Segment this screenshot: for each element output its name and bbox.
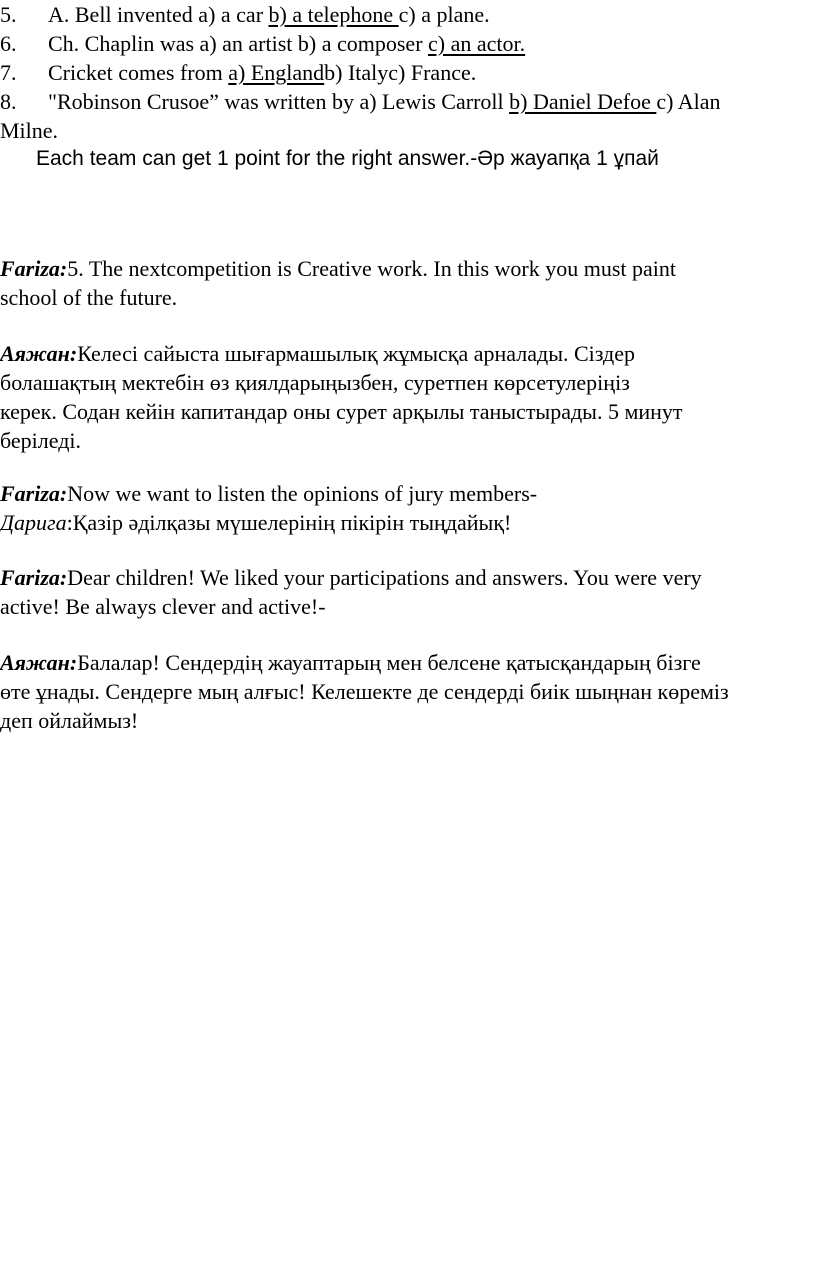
correct-answer: b) Daniel Defoe	[509, 89, 657, 114]
question-number: 8.	[0, 89, 17, 114]
dialogue-line	[0, 479, 812, 508]
correct-answer: b) a telephone	[268, 2, 399, 27]
scoring-note: Each team can get 1 point for the right answer.-Әр жауапқа 1 ұпай	[36, 147, 659, 170]
correct-answer: a) England	[228, 60, 325, 85]
dialogue-line	[0, 339, 812, 368]
speaker-name: Fariza:	[0, 256, 68, 281]
question-text-part: b) Italyc) France.	[324, 60, 477, 85]
dialogue-text: Now we want to listen the opinions of jury members-	[67, 481, 538, 506]
speaker-name: Аяжан:	[0, 650, 78, 675]
dialogue-ayazhan-1	[0, 339, 812, 455]
question-number: 7.	[0, 60, 17, 85]
question-text-part: c) Alan	[656, 89, 721, 114]
speaker-suffix: :	[66, 510, 73, 535]
question-text-part: Ch. Chaplin was a) an artist b) a composer	[48, 31, 429, 56]
question-text	[48, 87, 721, 116]
dialogue-line	[0, 563, 812, 592]
question-text	[48, 0, 490, 29]
dialogue-line: school of the future.	[0, 285, 178, 310]
question-text-part: "Robinson Crusoe” was written by a) Lewis Carroll	[48, 89, 510, 114]
question-8-continuation: Milne.	[0, 118, 59, 143]
question-text-part: A. Bell invented a) a car	[48, 2, 269, 27]
dialogue-line	[0, 648, 812, 677]
speaker-name: Fariza:	[0, 481, 68, 506]
question-text-part: Cricket comes from	[48, 60, 229, 85]
dialogue-line: өте ұнады. Сендерге мың алғыс! Келешекте де сендерді биік шыңнан көреміз	[0, 679, 729, 704]
dialogue-fariza-1	[0, 254, 812, 312]
dialogue-line: керек. Содан кейін капитандар оны сурет арқылы таныстырады. 5 минут	[0, 399, 683, 424]
dialogue-text: 5. The nextcompetition is Creative work. In this work you must paint	[67, 256, 677, 281]
dialogue-line: беріледі.	[0, 428, 82, 453]
dialogue-ayazhan-2	[0, 648, 812, 735]
dialogue-text: Балалар! Сендердің жауаптарың мен белсене қатысқандарың бізге	[77, 650, 701, 675]
dialogue-line: деп ойлаймыз!	[0, 708, 139, 733]
dialogue-line: болашақтың мектебін өз қиялдарыңызбен, суретпен көрсетулеріңіз	[0, 370, 630, 395]
speaker-name: Аяжан:	[0, 341, 78, 366]
question-text	[48, 58, 476, 87]
speaker-name: Fariza:	[0, 565, 68, 590]
dialogue-line	[0, 254, 812, 283]
question-text	[48, 29, 525, 58]
dialogue-text: Қазір әділқазы мүшелерінің пікірін тыңдайық!	[72, 510, 512, 535]
dialogue-line	[0, 508, 812, 537]
dialogue-fariza-3	[0, 563, 812, 621]
dialogue-text: Келесі сайыста шығармашылық жұмысқа арналады. Сіздер	[77, 341, 636, 366]
question-number: 6.	[0, 31, 17, 56]
question-text-part: c) a plane.	[398, 2, 490, 27]
question-number: 5.	[0, 2, 17, 27]
dialogue-text: Dear children! We liked your participations and answers. You were very	[67, 565, 702, 590]
speaker-name: Дарига	[0, 510, 67, 535]
dialogue-line: active! Be always clever and active!-	[0, 594, 326, 619]
dialogue-dariga-1	[0, 508, 812, 537]
correct-answer: c) an actor.	[428, 31, 526, 56]
dialogue-fariza-2	[0, 479, 812, 508]
